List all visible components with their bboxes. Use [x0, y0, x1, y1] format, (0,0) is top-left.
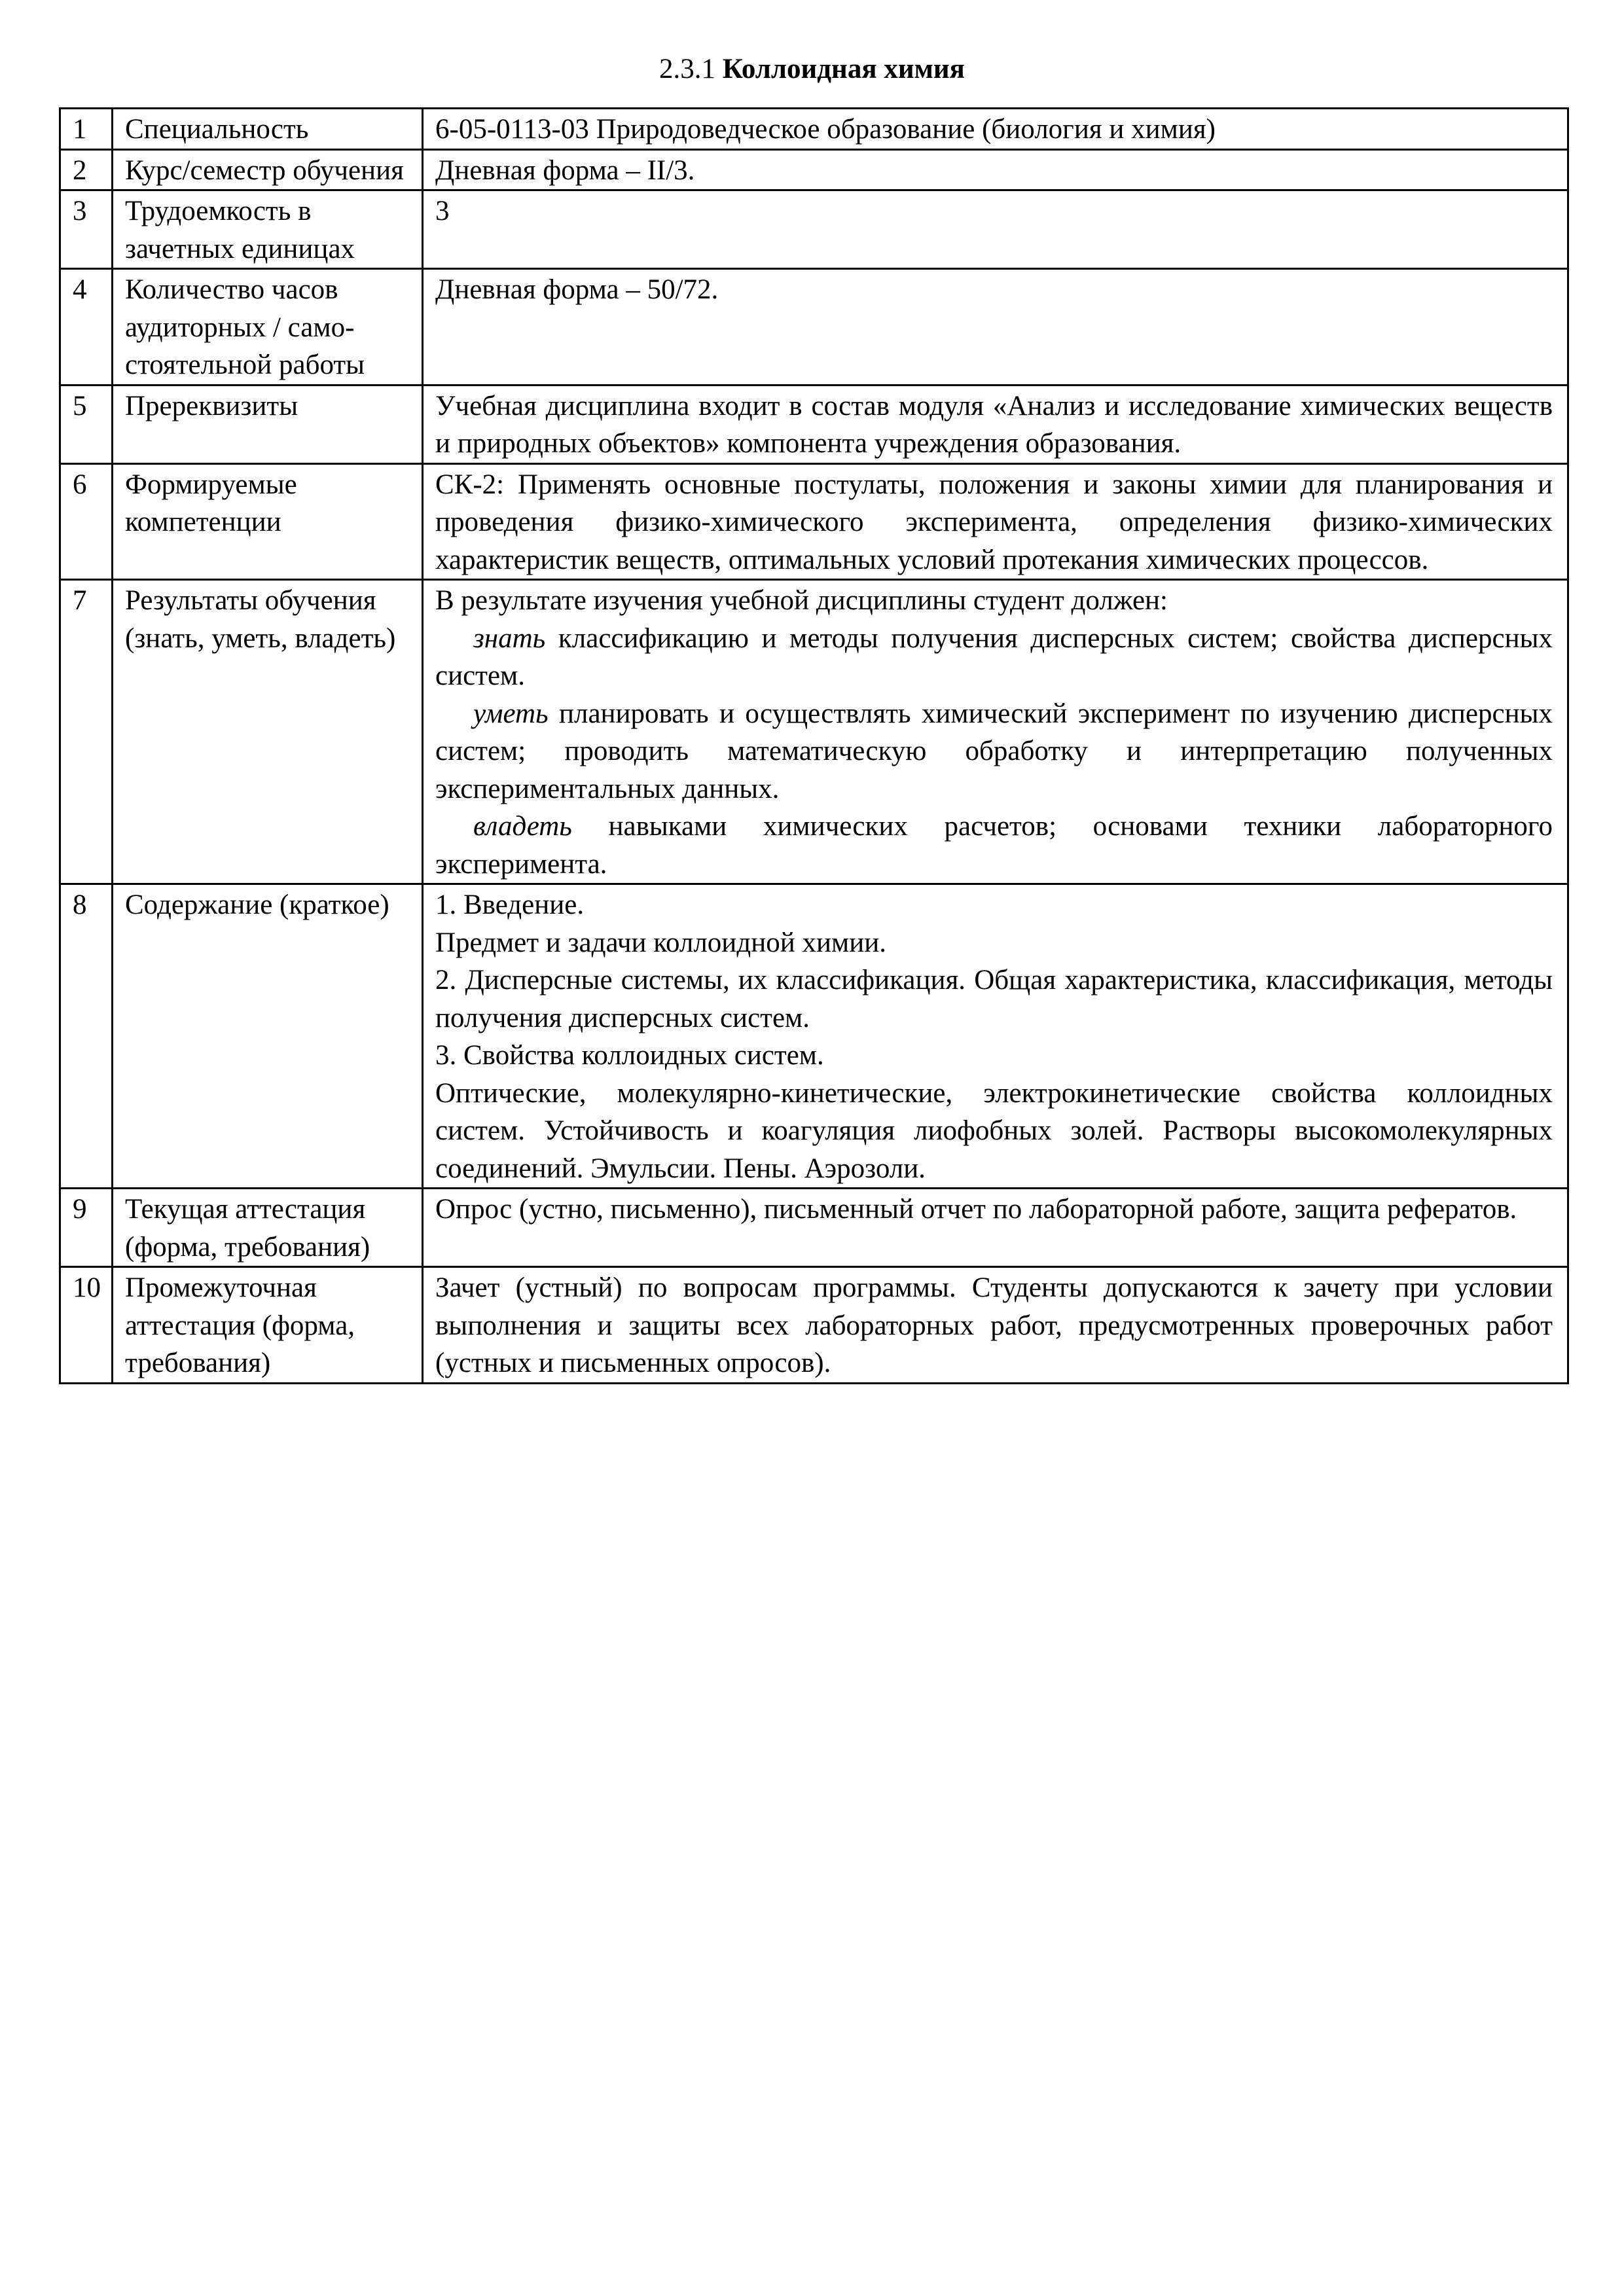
section-heading	[0, 51, 1624, 88]
row-value	[423, 580, 1568, 884]
value-paragraph: Оптические, молекулярно-кинетические, электрокинетические свойства коллоидных систем. Устойчивость и коагуляция лиофобных золей. Растворы высокомолекулярных соединений. Эмульсии. Пены. Аэрозоли.	[435, 1077, 1553, 1184]
outcome-text: классификацию и методы получения дисперсных систем; свойства дисперсных систем.	[435, 622, 1553, 691]
outcome-know	[435, 620, 1553, 695]
row-number: 2	[60, 149, 113, 190]
row-value	[423, 149, 1568, 190]
row-value	[423, 884, 1568, 1189]
value-paragraph: Дневная форма – 50/72.	[435, 274, 719, 305]
value-paragraph: 6-05-0113-03 Природоведческое образование (биология и химия)	[435, 114, 1216, 145]
value-paragraph: Опрос (устно, письменно), письменный отчет по лабораторной работе, защита рефератов.	[435, 1194, 1517, 1225]
row-number: 8	[60, 884, 113, 1189]
row-number: 6	[60, 463, 113, 580]
row-number: 5	[60, 385, 113, 463]
value-paragraph: СК-2: Применять основные постулаты, положения и законы химии для планирования и проведения физико-химического эксперимента, определения физико-химических характеристик веществ, оптимальных условий протекания химических процессов.	[435, 469, 1553, 575]
table-row	[60, 109, 1568, 150]
value-paragraph: В результате изучения учебной дисциплины студент должен:	[435, 585, 1168, 616]
value-paragraph: Учебная дисциплина входит в состав модуля «Анализ и исследование химических веществ и природных объектов» компонента учреждения образования.	[435, 390, 1553, 459]
table-row	[60, 463, 1568, 580]
value-paragraph: Зачет (устный) по вопросам программы. Студенты допускаются к зачету при условии выполнения и защиты всех лабораторных работ, предусмотренных проверочных работ (устных и письменных опросов).	[435, 1272, 1553, 1378]
row-number: 7	[60, 580, 113, 884]
row-number: 3	[60, 190, 113, 269]
table-row	[60, 884, 1568, 1189]
row-number: 4	[60, 269, 113, 386]
row-number: 1	[60, 109, 113, 150]
value-paragraph: Дневная форма – II/3.	[435, 154, 695, 186]
outcome-own	[435, 808, 1553, 883]
row-label: Результаты обучения (знать, уметь, владеть)	[113, 580, 423, 884]
row-value	[423, 1189, 1568, 1267]
table-row	[60, 149, 1568, 190]
row-label: Промежуточная аттестация (форма, требования)	[113, 1267, 423, 1384]
table-row	[60, 190, 1568, 269]
row-number: 9	[60, 1189, 113, 1267]
row-label: Формируемые компетенции	[113, 463, 423, 580]
value-paragraph: Предмет и задачи коллоидной химии.	[435, 927, 886, 958]
row-label: Курс/семестр обучения	[113, 149, 423, 190]
outcome-term: владеть	[473, 811, 572, 842]
value-paragraph: 1. Введение.	[435, 889, 585, 920]
table-row	[60, 385, 1568, 463]
row-value	[423, 463, 1568, 580]
row-label: Пререквизиты	[113, 385, 423, 463]
outcome-term: знать	[473, 622, 546, 654]
value-paragraph: 2. Дисперсные системы, их классификация. Общая характеристика, классификация, методы получения дисперсных систем.	[435, 965, 1553, 1033]
table-row	[60, 269, 1568, 386]
outcome-text: планировать и осуществлять химический эксперимент по изучению дисперсных систем; проводить математическую обработку и интерпретацию полученных экспериментальных данных.	[435, 698, 1553, 804]
row-label: Трудоемкость в зачетных единицах	[113, 190, 423, 269]
section-title: Коллоидная химия	[722, 54, 965, 84]
row-value	[423, 385, 1568, 463]
discipline-table	[59, 107, 1569, 1384]
row-number: 10	[60, 1267, 113, 1384]
row-value	[423, 190, 1568, 269]
row-value	[423, 1267, 1568, 1384]
value-paragraph: 3	[435, 196, 450, 226]
outcome-term: уметь	[473, 698, 549, 729]
table-row	[60, 580, 1568, 884]
outcome-text: навыками химических расчетов; основами техники лабораторного эксперимента.	[435, 811, 1553, 880]
row-value	[423, 109, 1568, 150]
row-value	[423, 269, 1568, 386]
outcome-can	[435, 695, 1553, 808]
row-label: Специальность	[113, 109, 423, 150]
row-label: Количество часов аудиторных / само-стоятельной работы	[113, 269, 423, 386]
table-row	[60, 1267, 1568, 1384]
section-number: 2.3.1	[659, 54, 716, 84]
value-paragraph: 3. Свойства коллоидных систем.	[435, 1040, 824, 1071]
row-label: Содержание (краткое)	[113, 884, 423, 1189]
table-row	[60, 1189, 1568, 1267]
row-label: Текущая аттестация (форма, требования)	[113, 1189, 423, 1267]
